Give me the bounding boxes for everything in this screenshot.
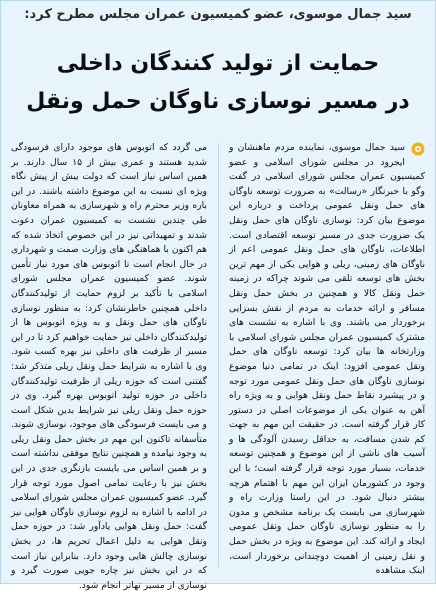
headline-line-1: حمایت از تولید کنندگان داخلی <box>56 51 380 76</box>
article-column-right <box>229 141 425 577</box>
article-body-left: می گردد که اتوبوس های موجود دارای فرسودگی شدید هستند و عمری بیش از ۱۵ سال دارند. بر همین اساس نیاز است که دولت بیش از پیش نگاه ویژه ای نسبت به این موضوع داشته باشند. در این باره وزیر محترم راه و شهرسازی به همراه معاونان طی چندین نشست به کمیسیون عمران دعوت شدند و تمهیداتی نیز در این خصوص اتخاذ شده که هم اکنون با هماهنگی های وزارت صمت و شهرداری در حال انجام است تا اتوبوس های مورد نیاز تأمین شوند. عضو کمیسیون عمران مجلس شورای اسلامی با تأکید بر لزوم حمایت از تولیدکنندگان داخلی همچنین خاطرنشان کرد: به منظور نوسازی ناوگان های حمل ونقل و به ویژه اتوبوس ها از تولیدکنندگان داخلی نیز حمایت خواهیم کرد تا در این مسیر از ظرفیت های داخلی نیز بهره کسب شود. وی با اشاره به شرایط حمل ونقل ریلی متذکر شد: گفتنی است که حوزه ریلی از ظرفیت تولیدکنندگان داخلی در حوزه تولید اتوبوس بهره گیرد. وی در حوزه حمل ونقل ریلی نیز شرایط بدین شکل است و می بایست فرسودگی های موجود، نوسازی شوند. متأسفانه تاکنون این مهم در بخش حمل ونقل ریلی به وجود نیامده و همچنین نتایج موفقی نداشته است و بر همین اساس می بایست بازنگری جدی در این بخش نیز با رعایت تمامی اصول مورد توجه قرار گیرد. عضو کمیسیون عمران مجلس شورای اسلامی در ادامه با اشاره به لزوم نوسازی ناوگان هوایی نیز گفت: حمل ونقل هوایی یادآور شد: در حوزه حمل ونقل هوایی به دلیل اعمال تحریم ها، در بخش نوسازی چالش هایی وجود دارد. بنابراین نیاز است که در این بخش نیز چاره جویی صورت گیرد و نوسازی از مسیر تهاتر انجام شود. <box>11 142 207 591</box>
column-divider <box>218 143 219 567</box>
article-body-right: سید جمال موسوی، نماینده مردم ماهنشان و ایجرود در مجلس شورای اسلامی و عضو کمیسیون عمران مجلس شورای اسلامی در گفت وگو با خبرنگار «رسالت» به ضرورت توسعه ناوگان های حمل ونقل عمومی پرداخت و درباره این موضوع بیان کرد: نوسازی ناوگان های حمل ونقل یک ضرورت جدی در مسیر توسعه اقتصادی است. اطلاعات، ناوگان های حمل ونقل عمومی اعم از ناوگان های زمینی، ریلی و هوایی یکی از مهم ترین بخش های توسعه تلقی می شوند چراکه در زمینه حمل ونقل کالا و همچنین در بخش حمل ونقل مسافر و ارائه خدمات به مردم از نقش بسزایی برخوردار می باشند. وی با اشاره به نشست های مشترک کمیسیون عمران مجلس شورای اسلامی با وزارتخانه ها بیان کرد: توسعه ناوگان های حمل ونقل عمومی افزود: اینک در تمامی دنیا موضوع نوسازی ناوگان های حمل ونقل عمومی مورد توجه و در پیشبرد نقاط حمل ونقل هوایی و به ویژه راه آهن به عنوان یکی از موضوعات اصلی در دستور کار قرار گرفته است. در حقیقت این مهم به جهت کم شدن مسافت، به حداقل رسیدن آلودگی ها و آسیب های ناشی از این موضوع و همچنین توسعه خدمات، بسیار مورد توجه قرار گرفته است؛ با این وجود در کشورمان ایران این مهم با اهتمام هرچه بیشتر دنبال شود. در این راستا وزارت راه و شهرسازی می بایست یک برنامه مشخص و مدون را به منظور نوسازی ناوگان حمل ونقل عمومی ایجاد و ارائه کند. این موضوع به ویژه در بخش حمل و نقل زمینی از اهمیت دوچندانی برخوردار است، اینک مشاهده <box>229 142 425 577</box>
article-kicker: سید جمال موسوی، عضو کمیسیون عمران مجلس مطرح کرد: <box>24 7 412 22</box>
article-column-left <box>11 141 207 591</box>
headline-line-2: در مسیر نوسازی ناوگان حمل ونقل <box>26 89 410 114</box>
newspaper-logo-icon <box>411 142 425 156</box>
